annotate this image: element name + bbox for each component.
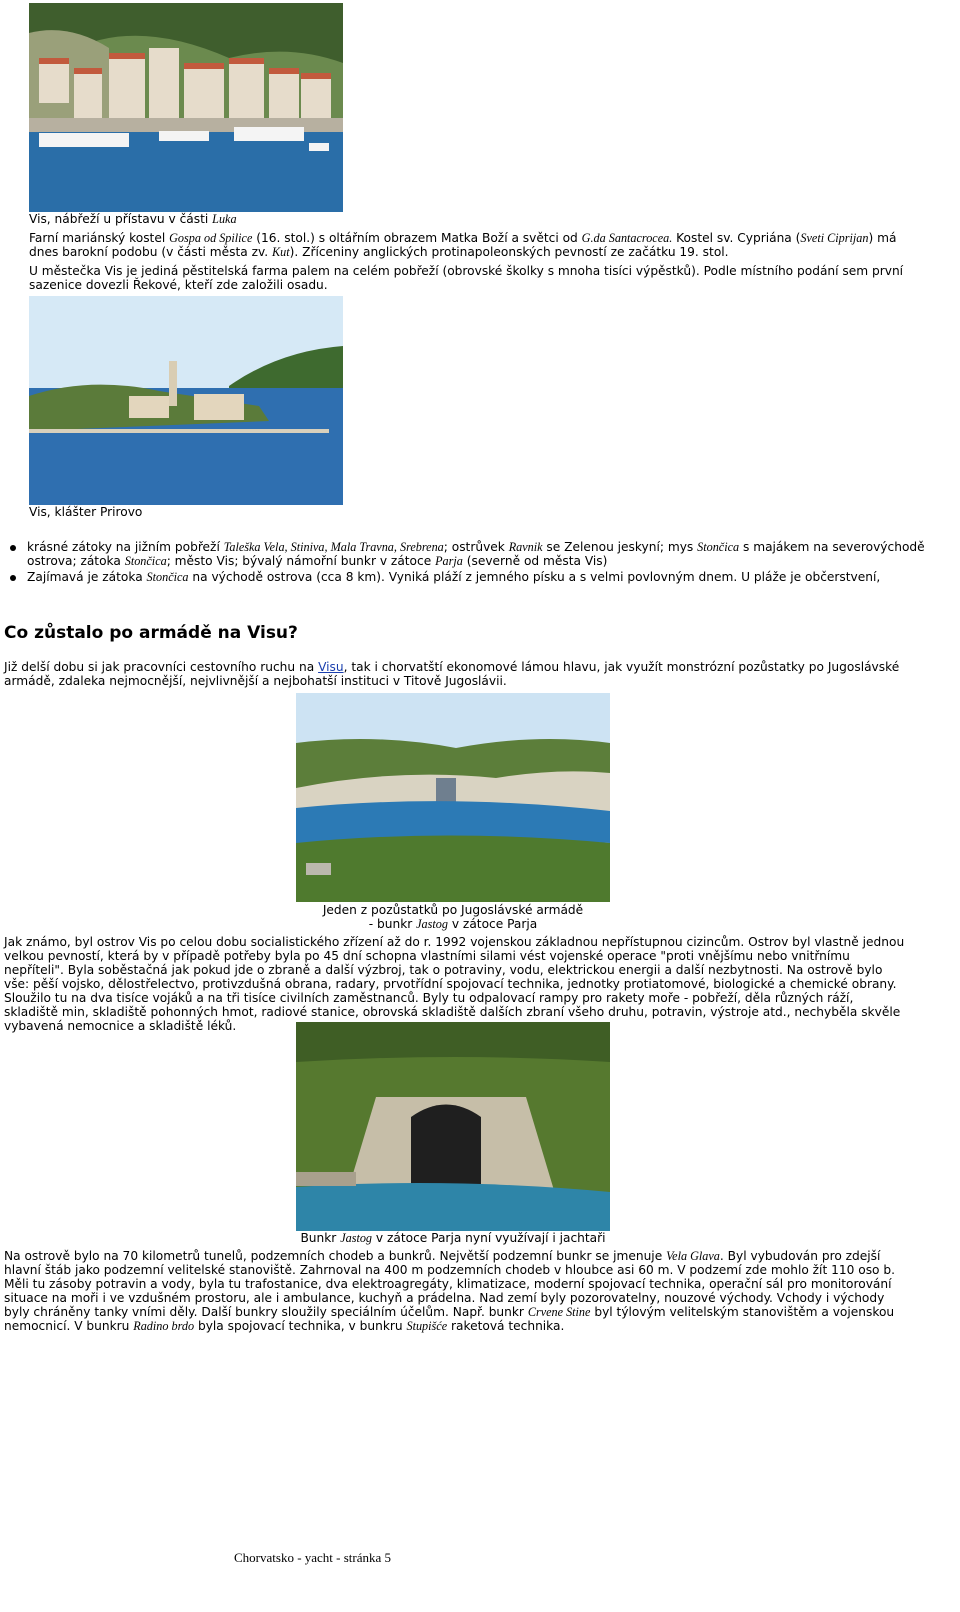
- italic-run: Gospa od Spilice: [169, 231, 253, 245]
- text-run: na východě ostrova (cca 8 km). Vyniká pláží z jemného písku a s velmi povlovným dnem. U pláže je občerstvení,: [188, 570, 881, 584]
- text-run: Zajímavá je zátoka: [27, 570, 147, 584]
- text-run: Na ostrově bylo na 70 kilometrů tunelů, podzemních chodeb a bunkrů. Největší podzemní bunkr se jmenuje: [4, 1249, 667, 1263]
- photo3-caption: Jeden z pozůstatků po Jugoslávské armádě - bunkr Jastog v zátoce Parja: [322, 903, 584, 931]
- text-run: ) má dnes barokní podobu (v části města zv.: [29, 231, 897, 259]
- text-run: (severně od města Vis): [462, 554, 608, 568]
- italic-run: Stončica: [124, 554, 167, 568]
- text-run: . Byl vybudován pro zdejší hlavní štáb jako podzemní velitelské stanoviště. Zahrnoval na 400 m podzemních chodeb v hloubce asi 60 m. V podzemí zde mohlo žít 110 oso b. Měli tu zásoby potravin a vody, byla tu trafostanice, dva elektroagregáty, klimatizace, moderní spojovací technika, operační sál pro monitorování situace na moři i ve vzdušném prostoru, ale i ambulance, kuchyň a prádelna. Nad zemí byly pozorovatelny, nouzové východy. Vchody i východy byly chráněny tanky vními děly. Další bunkry sloužily speciálním účelům. Např. bunkr: [4, 1249, 895, 1319]
- text-run: se Zelenou jeskyní; mys: [542, 540, 698, 554]
- paragraph-tunnels: [4, 1249, 909, 1333]
- paragraph-island-fortress: Jak známo, byl ostrov Vis po celou dobu socialistického zřízení až do r. 1992 vojenskou základnou nepřístupnou cizincům. Ostrov byl vlastně jednou velkou pevností, která by v případě potřeby byla po 45 dní schopna vlastními silami vést vojenské operace "proti vnějšímu nebo vnitřnímu nepříteli". Byla soběstačná jak pokud jde o zbraně a další výzbroj, tak o potraviny, vodu, elektrickou energii a další nezbytnosti. Na ostrově bylo vše: pěší vojsko, dělostřelectvo, protivzdušná obrana, radary, prvotřídní spojovací technika, jednotky protiatomové, biologické a chemické obrany. Sloužilo tu na dva tisíce vojáků a na tři tisíce civilních zaměstnanců. Byly tu odpalovací rampy pro rakety moře - pobřeží, děla různých ráží, skladiště min, skladiště pohonných hmot, radiové stanice, obrovská skladiště dalších zbraní všeho druhu, potravin, výstroje atd., nechyběla skvěle vybavená nemocnice a skladiště léků.: [4, 935, 905, 1033]
- text-run: Farní mariánský kostel: [29, 231, 170, 245]
- paragraph-church: [29, 231, 929, 259]
- italic-run: Stupišće: [406, 1319, 448, 1333]
- italic-run: Taleška Vela, Stiniva, Mala Travna, Srebrena: [223, 540, 444, 554]
- italic-run: Stončica: [146, 570, 189, 584]
- text-run: Kostel sv. Cypriána (: [672, 231, 801, 245]
- italic-run: Ravnik: [508, 540, 543, 554]
- text-run: ). Zříceniny anglických protinapoleonských pevností ze začátku 19. stol.: [289, 245, 729, 259]
- page-footer: Chorvatsko - yacht - stránka 5: [234, 1550, 392, 1565]
- photo-prirovo-monastery: [29, 296, 343, 505]
- bullet-list: [10, 540, 935, 586]
- italic-run: Crvene Stine: [527, 1305, 591, 1319]
- section-heading: Co zůstalo po armádě na Visu?: [4, 623, 298, 643]
- paragraph-palm-farm: U městečka Vis je jediná pěstitelská farma palem na celém pobřeží (obrovské školky s mnoha tisíci výpěstků). Podle místního podání sem první sazenice dovezli Řekové, kteří zde založili osadu.: [29, 264, 904, 292]
- text-run: raketová technika.: [447, 1319, 565, 1333]
- paragraph-intro-army: Již delší dobu si jak pracovníci cestovního ruchu na Visu, tak i chorvatští ekonomové lámou hlavu, jak využít monstrózní pozůstatky po Jugoslávské armádě, zdaleka nejmocnější, nejvlivnější a nejbohatší instituci v Titově Jugoslávii.: [4, 660, 900, 688]
- italic-run: Vela Glava: [666, 1249, 720, 1263]
- link-visu[interactable]: Visu: [318, 660, 344, 674]
- photo-jastog-bay: [296, 693, 610, 902]
- text-run: s majákem na severovýchodě ostrova; zátoka: [27, 540, 925, 568]
- text-run: ; ostrůvek: [443, 540, 509, 554]
- italic-run: Kut: [272, 245, 290, 259]
- list-item: [10, 570, 935, 584]
- photo1-caption: Vis, nábřeží u přístavu v části Luka: [29, 212, 237, 226]
- italic-run: Radino brdo: [133, 1319, 195, 1333]
- text-run: byla spojovací technika, v bunkru: [194, 1319, 407, 1333]
- italic-run: Parja: [435, 554, 463, 568]
- list-item: [10, 540, 935, 568]
- text-run: (16. stol.) s oltářním obrazem Matka Boží a světci od: [252, 231, 582, 245]
- italic-run: Sveti Ciprijan: [800, 231, 869, 245]
- italic-run: G.da Santacrocea.: [581, 231, 673, 245]
- text-run: byl týlovým velitelským stanovištěm a vojenskou nemocnicí. V bunkru: [4, 1305, 895, 1333]
- text-run: krásné zátoky na jižním pobřeží: [27, 540, 224, 554]
- italic-run: Stončica: [697, 540, 740, 554]
- text-run: ; město Vis; bývalý námořní bunkr v zátoce: [166, 554, 436, 568]
- photo4-caption: Bunkr Jastog v zátoce Parja nyní využívají i jachtaři: [300, 1231, 606, 1245]
- photo-vis-harbour: [29, 3, 343, 212]
- photo2-caption: Vis, klášter Prirovo: [29, 505, 143, 519]
- photo-bunker-entrance: [296, 1022, 610, 1231]
